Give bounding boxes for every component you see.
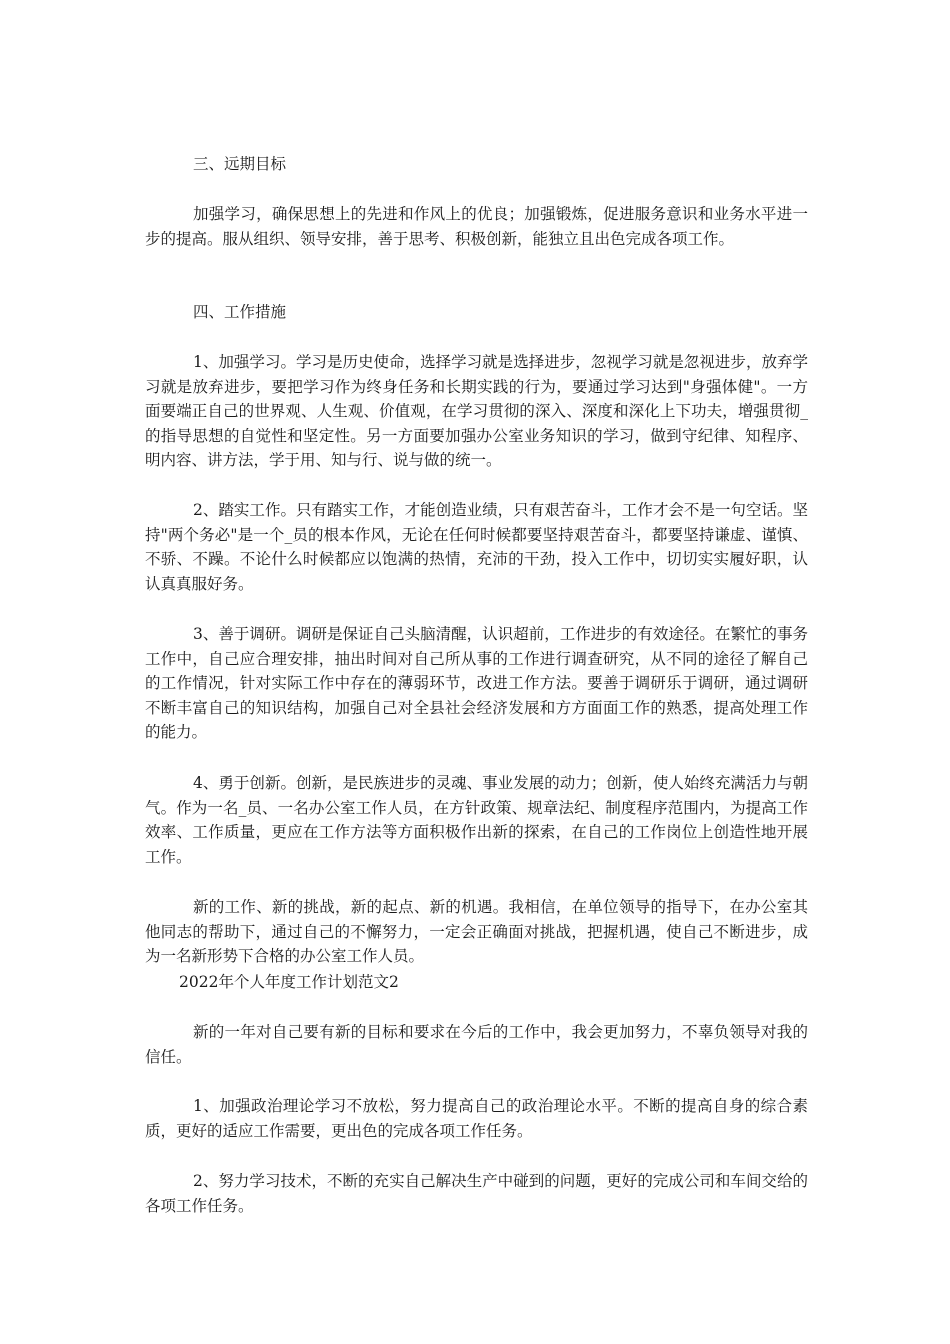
paragraph-conclusion: 新的工作、新的挑战，新的起点、新的机遇。我相信，在单位领导的指导下，在办公室其他同志的帮助下，通过自己的不懈努力，一定会正确面对挑战，把握机遇，使自己不断进步，成为一名新形势下合格的办公室工作人员。 — [145, 898, 808, 965]
paragraph-measure-research: 3、善于调研。调研是保证自己头脑清醒，认识超前，工作进步的有效途径。在繁忙的事务工作中，自己应合理安排，抽出时间对自己所从事的工作进行调查研究，从不同的途径了解自己的工作情况，针对实际工作中存在的薄弱环节，改进工作方法。要善于调研乐于调研，通过调研不断丰富自己的知识结构，加强自己对全县社会经济发展和方方面面工作的熟悉，提高处理工作的能力。 — [145, 625, 808, 741]
paragraph-item-political-study: 1、加强政治理论学习不放松，努力提高自己的政治理论水平。不断的提高自身的综合素质，更好的适应工作需要，更出色的完成各项工作任务。 — [145, 1097, 808, 1140]
paragraph-long-term-goals: 加强学习，确保思想上的先进和作风上的优良；加强锻炼，促进服务意识和业务水平进一步的提高。服从组织、领导安排，善于思考、积极创新，能独立且出色完成各项工作。 — [145, 205, 808, 248]
section-heading-work-measures: 四、工作措施 — [193, 303, 287, 321]
document-title-sample-2: 2022年个人年度工作计划范文2 — [179, 973, 399, 991]
paragraph-intro-sample-2: 新的一年对自己要有新的目标和要求在今后的工作中，我会更加努力，不辜负领导对我的信任。 — [145, 1023, 808, 1066]
section-heading-long-term-goals: 三、远期目标 — [193, 155, 287, 173]
paragraph-item-technical-study: 2、努力学习技术，不断的充实自己解决生产中碰到的问题，更好的完成公司和车间交给的各项工作任务。 — [145, 1172, 808, 1215]
paragraph-measure-diligent-work: 2、踏实工作。只有踏实工作，才能创造业绩，只有艰苦奋斗，工作才会不是一句空话。坚持"两个务必"是一个_员的根本作风，无论在任何时候都要坚持艰苦奋斗，都要坚持谦虚、谨慎、不骄、不躁。不论什么时候都应以饱满的热情，充沛的干劲，投入工作中，切切实实履好职，认认真真服好务。 — [145, 501, 808, 593]
paragraph-measure-study: 1、加强学习。学习是历史使命，选择学习就是选择进步，忽视学习就是忽视进步，放弃学习就是放弃进步，要把学习作为终身任务和长期实践的行为，要通过学习达到"身强体健"。一方面要端正自己的世界观、人生观、价值观，在学习贯彻的深入、深度和深化上下功夫，增强贯彻_的指导思想的自觉性和坚定性。另一方面要加强办公室业务知识的学习，做到守纪律、知程序、明内容、讲方法，学于用、知与行、说与做的统一。 — [145, 353, 808, 469]
paragraph-measure-innovation: 4、勇于创新。创新，是民族进步的灵魂、事业发展的动力；创新，使人始终充满活力与朝气。作为一名_员、一名办公室工作人员，在方针政策、规章法纪、制度程序范围内，为提高工作效率、工作质量，更应在工作方法等方面积极作出新的探索，在自己的工作岗位上创造性地开展工作。 — [145, 774, 808, 866]
